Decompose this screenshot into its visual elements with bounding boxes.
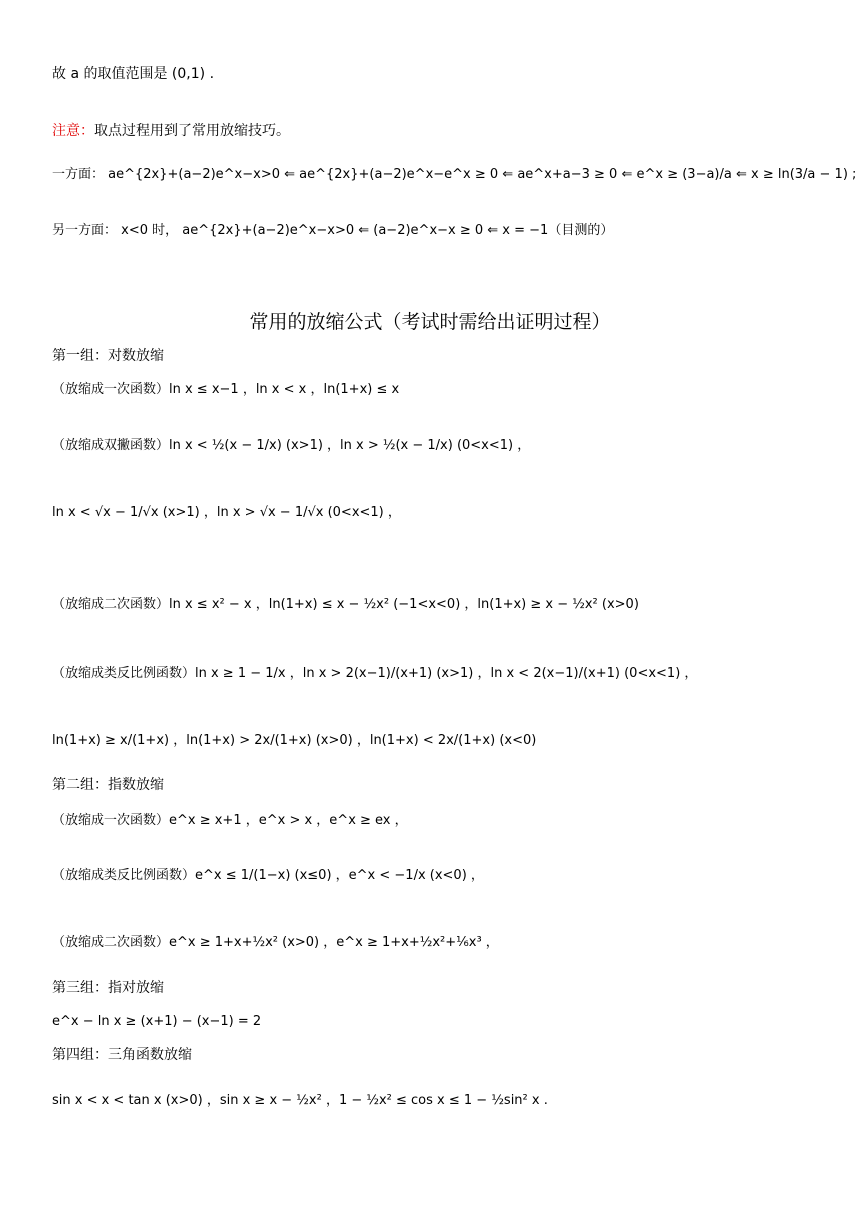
group-heading: 第四组：三角函数放缩	[52, 1047, 192, 1063]
formula-line: ln(1+x) ≥ x/(1+x) ，ln(1+x) > 2x/(1+x) (x>0) ，ln(1+x) < 2x/(1+x) (x<0)	[52, 733, 537, 748]
conclusion-line	[52, 64, 214, 84]
formula-line: （放缩成一次函数）e^x ≥ x+1 ，e^x > x ，e^x ≥ ex ，	[52, 813, 408, 828]
formula-line: e^x − ln x ≥ (x+1) − (x−1) = 2	[52, 1014, 262, 1029]
note-line	[52, 121, 290, 141]
one-side-line	[52, 165, 856, 185]
note-label: 注意：	[52, 123, 94, 139]
formula-line: ln x < √x − 1/√x (x>1) ，ln x > √x − 1/√x (0<x<1) ，	[52, 505, 401, 520]
group-heading: 第三组：指对放缩	[52, 980, 164, 996]
other-side-text: 另一方面： x<0 时， ae^{2x}+(a−2)e^x−x>0 ⇐ (a−2)e^x−x ≥ 0 ⇐ x = −1（目测的）	[52, 223, 614, 238]
page-title: 常用的放缩公式（考试时需给出证明过程）	[249, 311, 611, 333]
formula-line: （放缩成二次函数）e^x ≥ 1+x+½x² (x>0) ，e^x ≥ 1+x+½x²+⅙x³ ，	[52, 935, 499, 950]
formula-line: （放缩成一次函数）ln x ≤ x−1 ，ln x < x ，ln(1+x) ≤ x	[52, 382, 400, 397]
group-heading: 第一组：对数放缩	[52, 348, 164, 364]
formula-line: sin x < x < tan x (x>0) ，sin x ≥ x − ½x² ，1 − ½x² ≤ cos x ≤ 1 − ½sin² x .	[52, 1093, 548, 1108]
formula-line: （放缩成类反比例函数）e^x ≤ 1/(1−x) (x≤0) ，e^x < −1/x (x<0) ，	[52, 868, 484, 883]
formula-line: （放缩成类反比例函数）ln x ≥ 1 − 1/x ，ln x > 2(x−1)/(x+1) (x>1) ，ln x < 2(x−1)/(x+1) (0<x<1) ，	[52, 666, 698, 681]
one-side-text: 一方面： ae^{2x}+(a−2)e^x−x>0 ⇐ ae^{2x}+(a−2)e^x−e^x ≥ 0 ⇐ ae^x+a−3 ≥ 0 ⇐ e^x ≥ (3−a)/a ⇐ x ≥ ln(3/a − 1) ;	[52, 167, 857, 182]
formula-line: （放缩成双撇函数）ln x < ½(x − 1/x) (x>1) ，ln x > ½(x − 1/x) (0<x<1) ，	[52, 438, 531, 453]
other-side-line	[52, 221, 613, 241]
group-heading: 第二组：指数放缩	[52, 777, 164, 793]
conclusion-text: 故 a 的取值范围是 (0,1) .	[52, 66, 215, 82]
note-text: 取点过程用到了常用放缩技巧。	[94, 123, 290, 139]
formula-line: （放缩成二次函数）ln x ≤ x² − x ，ln(1+x) ≤ x − ½x² (−1<x<0) ，ln(1+x) ≥ x − ½x² (x>0)	[52, 597, 639, 612]
